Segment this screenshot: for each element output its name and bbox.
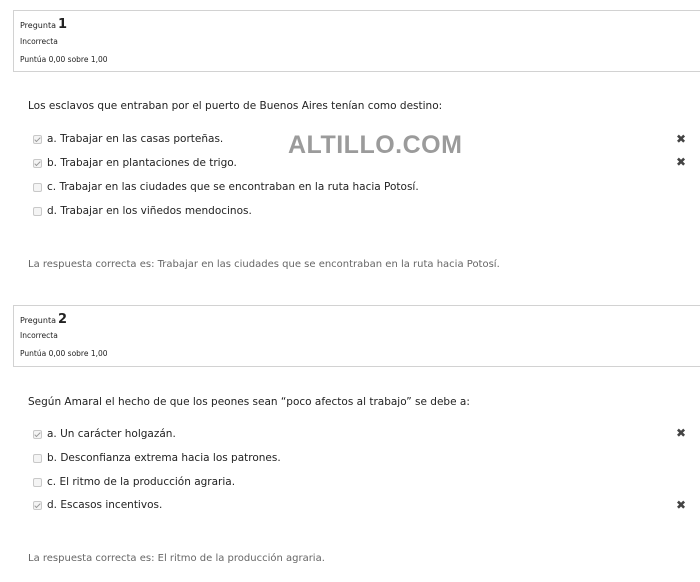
question-grade: Puntúa 0,00 sobre 1,00 (20, 349, 108, 358)
question-label: Pregunta 2 (20, 312, 68, 327)
question-grade: Puntúa 0,00 sobre 1,00 (20, 55, 108, 64)
option-checkbox[interactable] (33, 478, 42, 487)
incorrect-cross-icon: ✖ (676, 132, 687, 146)
question-1-right-answer: La respuesta correcta es: Trabajar en las ciudades que se encontraban en la ruta hacia Potosí. (28, 259, 500, 270)
incorrect-cross-icon: ✖ (676, 155, 687, 169)
option-label: a. Trabajar en las casas porteñas. (47, 133, 224, 145)
question-label: Pregunta 1 (20, 17, 68, 32)
question-1-option-d[interactable] (33, 204, 252, 218)
watermark-logo: ALTILLO.COM (288, 131, 463, 159)
question-1-option-c[interactable] (33, 180, 419, 194)
question-2-option-a[interactable] (33, 427, 176, 441)
option-label: b. Desconfianza extrema hacia los patrones. (47, 452, 281, 464)
question-2-option-d[interactable] (33, 498, 162, 512)
question-1-option-a[interactable] (33, 132, 223, 146)
option-checkbox[interactable] (33, 430, 42, 439)
incorrect-cross-icon: ✖ (676, 498, 687, 512)
option-label: d. Escasos incentivos. (47, 499, 163, 511)
question-2-option-c[interactable] (33, 475, 235, 489)
question-1-option-b[interactable] (33, 156, 237, 170)
option-label: a. Un carácter holgazán. (47, 428, 176, 440)
option-checkbox[interactable] (33, 159, 42, 168)
option-checkbox[interactable] (33, 135, 42, 144)
question-2-option-b[interactable] (33, 451, 281, 465)
question-state: Incorrecta (20, 331, 58, 340)
question-2-text: Según Amaral el hecho de que los peones sean “poco afectos al trabajo” se debe a: (28, 396, 470, 408)
option-checkbox[interactable] (33, 501, 42, 510)
option-checkbox[interactable] (33, 183, 42, 192)
question-2-right-answer: La respuesta correcta es: El ritmo de la producción agraria. (28, 553, 325, 564)
option-checkbox[interactable] (33, 454, 42, 463)
question-number: 1 (57, 17, 68, 32)
incorrect-cross-icon: ✖ (676, 426, 687, 440)
question-1-info (13, 10, 700, 72)
question-2-info (13, 305, 700, 367)
question-number: 2 (57, 312, 68, 327)
option-checkbox[interactable] (33, 207, 42, 216)
option-label: d. Trabajar en los viñedos mendocinos. (47, 205, 252, 217)
question-state: Incorrecta (20, 37, 58, 46)
question-1-text: Los esclavos que entraban por el puerto de Buenos Aires tenían como destino: (28, 100, 443, 112)
option-label: c. Trabajar en las ciudades que se encontraban en la ruta hacia Potosí. (47, 181, 419, 193)
option-label: c. El ritmo de la producción agraria. (47, 476, 236, 488)
option-label: b. Trabajar en plantaciones de trigo. (47, 157, 237, 169)
